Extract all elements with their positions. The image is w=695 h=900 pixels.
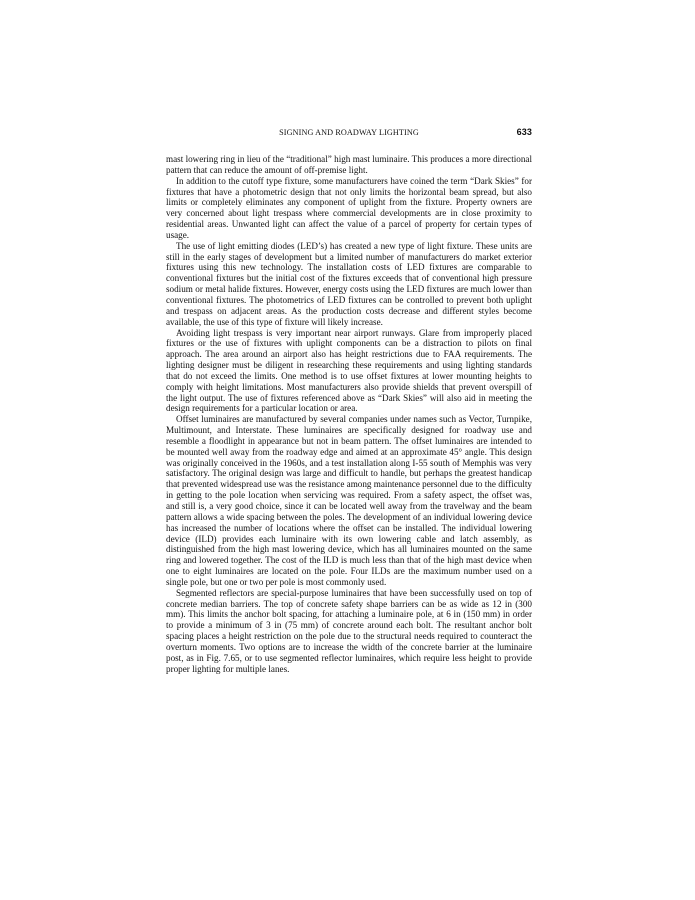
paragraph-offset-luminaires: Offset luminaires are manufactured by several companies under names such as Vector, Turnpike, Multimount, and Interstate. These luminaires are specifically designed for roadway use and resemble a floodlight in appearance but not in beam pattern. The offset luminaires are intended to be mounted well away from the roadway edge and aimed at an approximate 45° angle. This design was originally conceived in the 1960s, and a test installation along I-55 south of Memphis was very satisfactory. The original design was large and difficult to handle, but perhaps the greatest handicap that prevented widespread use was the resistance among maintenance personnel due to the difficulty in getting to the pole location when servicing was required. From a safety aspect, the offset was, and still is, a very good choice, since it can be located well away from the travelway and the beam pattern allows a wide spacing between the poles. The development of an individual lowering device has increased the number of locations where the offset can be installed. The individual lowering device (ILD) provides each luminaire with its own lowering cable and latch assembly, as distinguished from the high mast lowering device, which has all luminaires mounted on the same ring and lowered together. The cost of the ILD is much less than that of the high mast device when one to eight luminaires are located on the pole. Four ILDs are the maximum number used on a single pole, but one or two per pole is most commonly used. <box>166 414 532 587</box>
paragraph-led: The use of light emitting diodes (LED’s) has created a new type of light fixture. These units are still in the early stages of development but a limited number of manufacturers do market exterior fixtures using this new technology. The installation costs of LED fixtures are comparable to conventional fixtures but the initial cost of the fixtures exceeds that of conventional high pressure sodium or metal halide fixtures. However, energy costs using the LED fixtures are much lower than conventional fixtures. The photometrics of LED fixtures can be controlled to prevent both uplight and trespass on adjacent areas. As the production costs decrease and different styles become available, the use of this type of fixture will likely increase. <box>166 240 532 327</box>
paragraph-continued: mast lowering ring in lieu of the “traditional” high mast luminaire. This produces a more directional pattern that can reduce the amount of off-premise light. <box>166 154 532 175</box>
paragraph-dark-skies: In addition to the cutoff type fixture, some manufacturers have coined the term “Dark Skies” for fixtures that have a photometric design that not only limits the horizontal beam spread, but also limits or completely eliminates any component of uplight from the fixture. Property owners are very concerned about light trespass where commercial developments are in close proximity to residential areas. Unwanted light can affect the value of a parcel of property for certain types of usage. <box>166 175 532 240</box>
paragraph-airport: Avoiding light trespass is very important near airport runways. Glare from improperly placed fixtures or the use of fixtures with uplight components can be a distraction to pilots on final approach. The area around an airport also has height restrictions due to FAA requirements. The lighting designer must be diligent in researching these requirements and using lighting standards that do not exceed the limits. One method is to use offset fixtures at lower mounting heights to comply with height limitations. Most manufacturers also provide shields that prevent overspill of the light output. The use of fixtures referenced above as “Dark Skies” will also aid in meeting the design requirements for a particular location or area. <box>166 327 532 414</box>
running-title: SIGNING AND ROADWAY LIGHTING <box>279 128 419 137</box>
paragraph-segmented-reflectors: Segmented reflectors are special-purpose luminaires that have been successfully used on top of concrete median barriers. The top of concrete safety shape barriers can be as wide as 12 in (300 mm). This limits the anchor bolt spacing, for attaching a luminaire pole, at 6 in (150 mm) in order to provide a minimum of 3 in (75 mm) of concrete around each bolt. The resultant anchor bolt spacing places a height restriction on the pole due to the structural needs required to counteract the overturn moments. Two options are to increase the width of the concrete barrier at the luminaire post, as in Fig. 7.65, or to use segmented reflector luminaires, which require less height to provide proper lighting for multiple lanes. <box>166 587 532 674</box>
page-number: 633 <box>516 127 532 137</box>
running-header <box>166 128 532 140</box>
body-text <box>166 154 532 675</box>
